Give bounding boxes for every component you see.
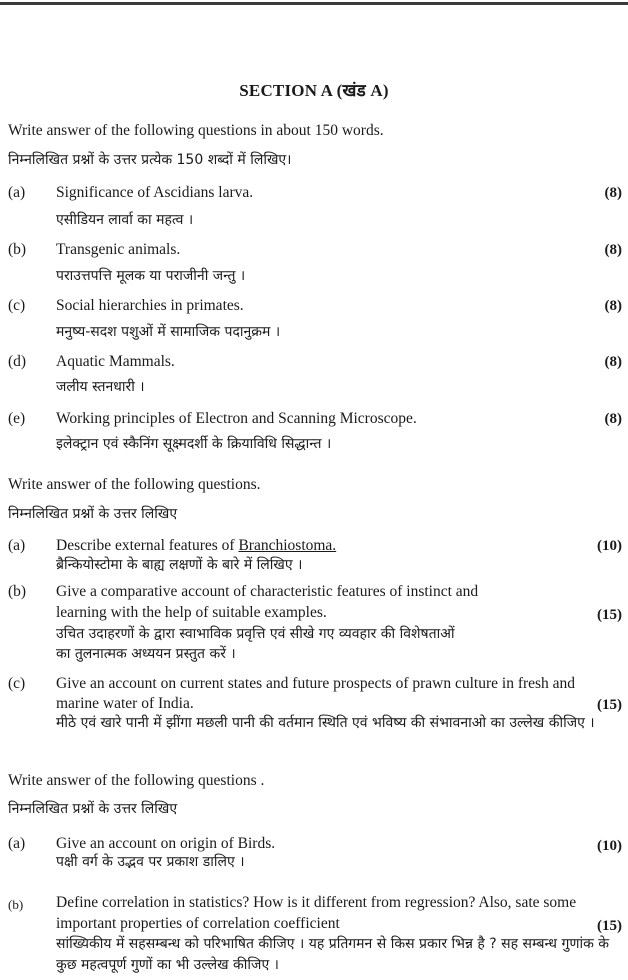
q1a-text-hi: एसीडियन लार्वा का महत्व । [56, 212, 194, 228]
group2-instruction-en: Write answer of the following questions. [8, 476, 261, 493]
group1-instruction-hi: निम्नलिखित प्रश्नों के उत्तर प्रत्येक 150 शब्दों में लिखिए। [8, 152, 292, 168]
q1a-label: (a) [8, 184, 26, 201]
q1c-marks: (8) [604, 298, 622, 314]
q1b-marks: (8) [604, 242, 622, 258]
q3b-text-hi-line2: कुछ महत्वपूर्ण गुणों का भी उल्लेख कीजिए । [56, 957, 279, 973]
q1b-text-en: Transgenic animals. [56, 241, 181, 258]
q2b-label: (b) [8, 583, 27, 600]
group2-instruction-hi: निम्नलिखित प्रश्नों के उत्तर लिखिए [8, 506, 178, 522]
q3b-label: (b) [8, 897, 24, 912]
q3a-label: (a) [8, 835, 26, 852]
q1d-marks: (8) [604, 354, 622, 370]
section-title: SECTION A (खंड A) [239, 81, 389, 100]
q2b-text-hi-line1: उचित उदाहरणों के द्वारा स्वाभाविक प्रवृत्ति एवं सीखे गए व्यवहार की विशेषताओं [56, 626, 455, 642]
group3-instruction-hi: निम्नलिखित प्रश्नों के उत्तर लिखिए [8, 801, 178, 817]
q2b-marks: (15) [597, 607, 622, 623]
q1c-text-hi: मनुष्य-सदश पशुओं में सामाजिक पदानुक्रम । [56, 324, 281, 340]
q3b-text-en-line1: Define correlation in statistics? How is it different from regression? Also, sate some [56, 894, 577, 911]
q2c-text-hi: मीठे एवं खारे पानी में झींगा मछली पानी की वर्तमान स्थिति एवं भविष्य की संभावनाओ का उल्लेख कीजिए । [56, 715, 595, 731]
q3a-text-en: Give an account on origin of Birds. [56, 835, 276, 852]
q2a-marks: (10) [597, 538, 622, 554]
q2c-label: (c) [8, 675, 26, 692]
q1b-text-hi: पराउत्तपत्ति मूलक या पराजीनी जन्तु । [56, 268, 246, 284]
q1a-marks: (8) [604, 185, 622, 201]
q1e-text-hi: इलेक्ट्रान एवं स्कैनिंग सूक्ष्मदर्शी के क्रियाविधि सिद्धान्त । [56, 436, 332, 452]
q1e-marks: (8) [604, 411, 622, 427]
q3a-marks: (10) [597, 838, 622, 854]
q2a-text-en [56, 536, 336, 556]
q2a-text-en-main: Describe external features of [56, 537, 239, 554]
group3-instruction-en: Write answer of the following questions . [8, 772, 265, 789]
q3b-marks: (15) [597, 918, 622, 934]
q2b-text-en-line2: learning with the help of suitable examples. [56, 604, 327, 621]
q3a-text-hi: पक्षी वर्ग के उद्भव पर प्रकाश डालिए । [56, 854, 245, 870]
q2b-text-hi-line2: का तुलनात्मक अध्ययन प्रस्तुत करें । [56, 646, 236, 662]
q3b-text-en-line2: important properties of correlation coefficient [56, 915, 340, 932]
q1a-text-en: Significance of Ascidians larva. [56, 184, 254, 201]
q1d-text-en: Aquatic Mammals. [56, 353, 175, 370]
group1-instruction-en: Write answer of the following questions in about 150 words. [8, 122, 384, 139]
top-border-line [0, 2, 628, 5]
q2c-text-en-line2: marine water of India. [56, 695, 194, 712]
q1c-text-en: Social hierarchies in primates. [56, 297, 244, 314]
q1d-text-hi: जलीय स्तनधारी । [56, 379, 145, 395]
q2a-label: (a) [8, 537, 26, 554]
q1b-label: (b) [8, 241, 27, 258]
q3b-text-hi-line1: सांख्यिकीय में सहसम्बन्ध को परिभाषित कीजिए । यह प्रतिगमन से किस प्रकार भिन्न है ? सह सम्बन्ध गुणांक के [56, 936, 610, 952]
q2c-text-en-line1: Give an account on current states and future prospects of prawn culture in fresh and [56, 675, 576, 692]
q1c-label: (c) [8, 297, 26, 314]
q2a-text-underlined: Branchiostoma. [238, 537, 337, 554]
q2a-text-hi: ब्रैन्कियोस्टोमा के बाह्य लक्षणों के बारे में लिखिए । [56, 557, 303, 573]
q2c-marks: (15) [597, 697, 622, 713]
q2b-text-en-line1: Give a comparative account of characteristic features of instinct and [56, 583, 479, 600]
q1d-label: (d) [8, 353, 27, 370]
q1e-text-en: Working principles of Electron and Scanning Microscope. [56, 410, 417, 427]
q1e-label: (e) [8, 410, 26, 427]
